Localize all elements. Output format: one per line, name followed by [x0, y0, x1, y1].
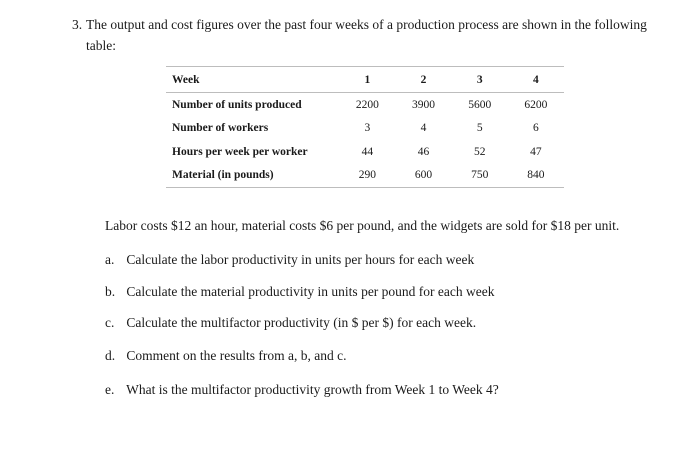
header-week-label: Week [166, 67, 339, 93]
table-cell: 290 [339, 164, 395, 188]
table-cell: 5600 [468, 98, 492, 111]
header-week-4: 4 [508, 67, 564, 93]
row-label: Number of units produced [172, 98, 302, 111]
question-text: What is the multifactor productivity growth from Week 1 to Week 4? [126, 382, 499, 397]
table-cell: 2200 [355, 98, 379, 111]
table-row-units [166, 93, 564, 117]
table-row-workers [166, 117, 564, 141]
question-letter: b. [105, 284, 116, 299]
header-week-1: 1 [339, 67, 395, 93]
table-cell: 46 [417, 145, 430, 158]
question-text: Calculate the labor productivity in units per hours for each week [126, 252, 475, 267]
question-letter: a. [105, 252, 115, 267]
question-e [105, 382, 499, 398]
problem-text: The output and cost figures over the past four weeks of a production process are shown in the following table: [86, 17, 647, 53]
row-label: Number of workers [172, 122, 269, 135]
question-d [105, 348, 346, 364]
table-cell: 47 [530, 145, 542, 158]
cost-info-text: Labor costs $12 an hour, material costs $6 per pound, and the widgets are sold for $18 per unit. [105, 218, 620, 233]
table-cell: 52 [473, 145, 486, 158]
header-week-3: 3 [452, 67, 508, 93]
table-cell: 3 [364, 122, 371, 135]
problem-number: 3. [72, 17, 83, 32]
table-cell: 750 [452, 164, 508, 188]
table-cell: 4 [420, 122, 427, 135]
question-text: Calculate the material productivity in units per pound for each week [126, 284, 495, 299]
table-cell: 6 [533, 122, 539, 135]
problem-statement [72, 14, 666, 56]
table-cell: 44 [361, 145, 374, 158]
table-row-material [166, 164, 564, 188]
table-cell: 5 [476, 122, 483, 135]
row-label: Hours per week per worker [172, 145, 308, 158]
question-text: Comment on the results from a, b, and c. [126, 348, 347, 363]
table-cell: 840 [508, 164, 564, 188]
table-cell: 6200 [524, 98, 548, 111]
table-header-row [166, 67, 564, 93]
table-cell: 600 [395, 164, 451, 188]
table-cell: 3900 [412, 98, 435, 111]
question-text: Calculate the multifactor productivity (in $ per $) for each week. [126, 315, 477, 330]
question-b [105, 284, 495, 300]
header-week-2: 2 [395, 67, 451, 93]
production-table [166, 66, 564, 188]
question-letter: e. [105, 382, 115, 397]
question-a [105, 252, 474, 268]
question-letter: d. [105, 348, 116, 363]
table-row-hours [166, 140, 564, 164]
row-label: Material (in pounds) [166, 164, 339, 188]
question-c [105, 315, 476, 331]
question-letter: c. [105, 315, 115, 330]
data-table-container [166, 66, 564, 188]
